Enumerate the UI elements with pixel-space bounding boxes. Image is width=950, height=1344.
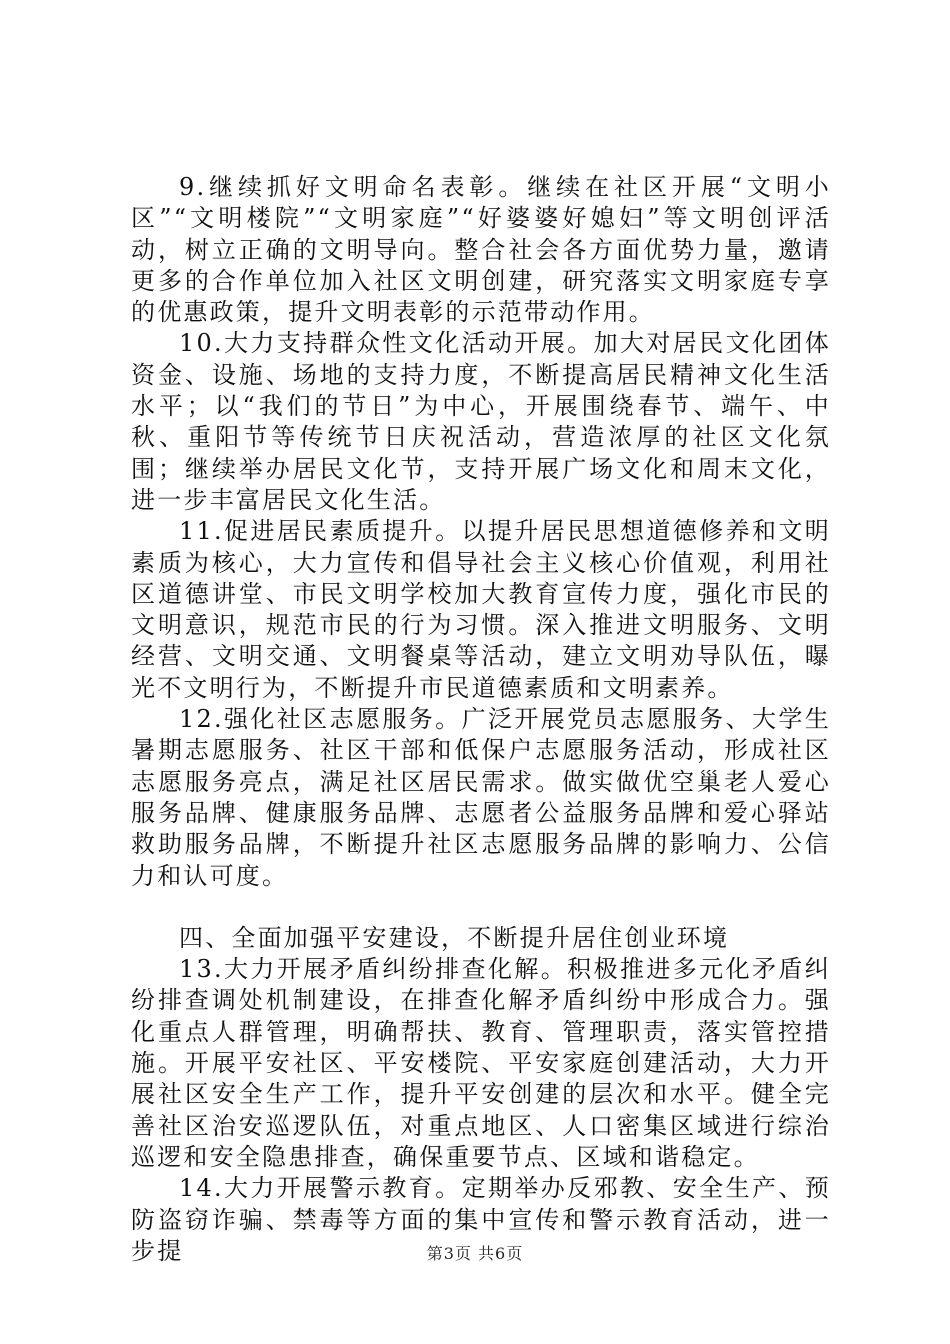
paragraph-12: 12.强化社区志愿服务。广泛开展党员志愿服务、大学生暑期志愿服务、社区干部和低保户志愿服务活动，形成社区志愿服务亮点，满足社区居民需求。做实做优空巢老人爱心服务品牌、健康服务品牌、志愿者公益服务品牌和爱心驿站救助服务品牌，不断提升社区志愿服务品牌的影响力、公信力和认可度。 <box>131 705 831 890</box>
section-heading-4: 四、全面加强平安建设，不断提升居住创业环境 <box>179 923 730 952</box>
page-number-footer: 第3页 共6页 <box>426 1244 524 1263</box>
document-body <box>131 172 831 1267</box>
paragraph-9: 9.继续抓好文明命名表彰。继续在社区开展“文明小区”“文明楼院”“文明家庭”“好婆婆好媳妇”等文明创评活动，树立正确的文明导向。整合社会各方面优势力量，邀请更多的合作单位加入社区文明创建，研究落实文明家庭专享的优惠政策，提升文明表彰的示范带动作用。 <box>131 173 831 327</box>
paragraph-11: 11.促进居民素质提升。以提升居民思想道德修养和文明素质为核心，大力宣传和倡导社会主义核心价值观，利用社区道德讲堂、市民文明学校加大教育宣传力度，强化市民的文明意识，规范市民的行为习惯。深入推进文明服务、文明经营、文明交通、文明餐桌等活动，建立文明劝导队伍，曝光不文明行为，不断提升市民道德素质和文明素养。 <box>131 517 831 702</box>
section-spacer <box>131 892 831 923</box>
paragraph-10: 10.大力支持群众性文化活动开展。加大对居民文化团体资金、设施、场地的支持力度，不断提高居民精神文化生活水平；以“我们的节日”为中心，开展围绕春节、端午、中秋、重阳节等传统节日庆祝活动，营造浓厚的社区文化氛围；继续举办居民文化节，支持开展广场文化和周末文化，进一步丰富居民文化生活。 <box>131 329 831 514</box>
paragraph-13: 13.大力开展矛盾纠纷排查化解。积极推进多元化矛盾纠纷排查调处机制建设，在排查化解矛盾纠纷中形成合力。强化重点人群管理，明确帮扶、教育、管理职责，落实管控措施。开展平安社区、平安楼院、平安家庭创建活动，大力开展社区安全生产工作，提升平安创建的层次和水平。健全完善社区治安巡逻队伍，对重点地区、人口密集区域进行综治巡逻和安全隐患排查，确保重要节点、区域和谐稳定。 <box>131 955 831 1171</box>
paragraph-14: 14.大力开展警示教育。定期举办反邪教、安全生产、预防盗窃诈骗、禁毒等方面的集中宣传和警示教育活动，进一步提 <box>131 1174 831 1265</box>
